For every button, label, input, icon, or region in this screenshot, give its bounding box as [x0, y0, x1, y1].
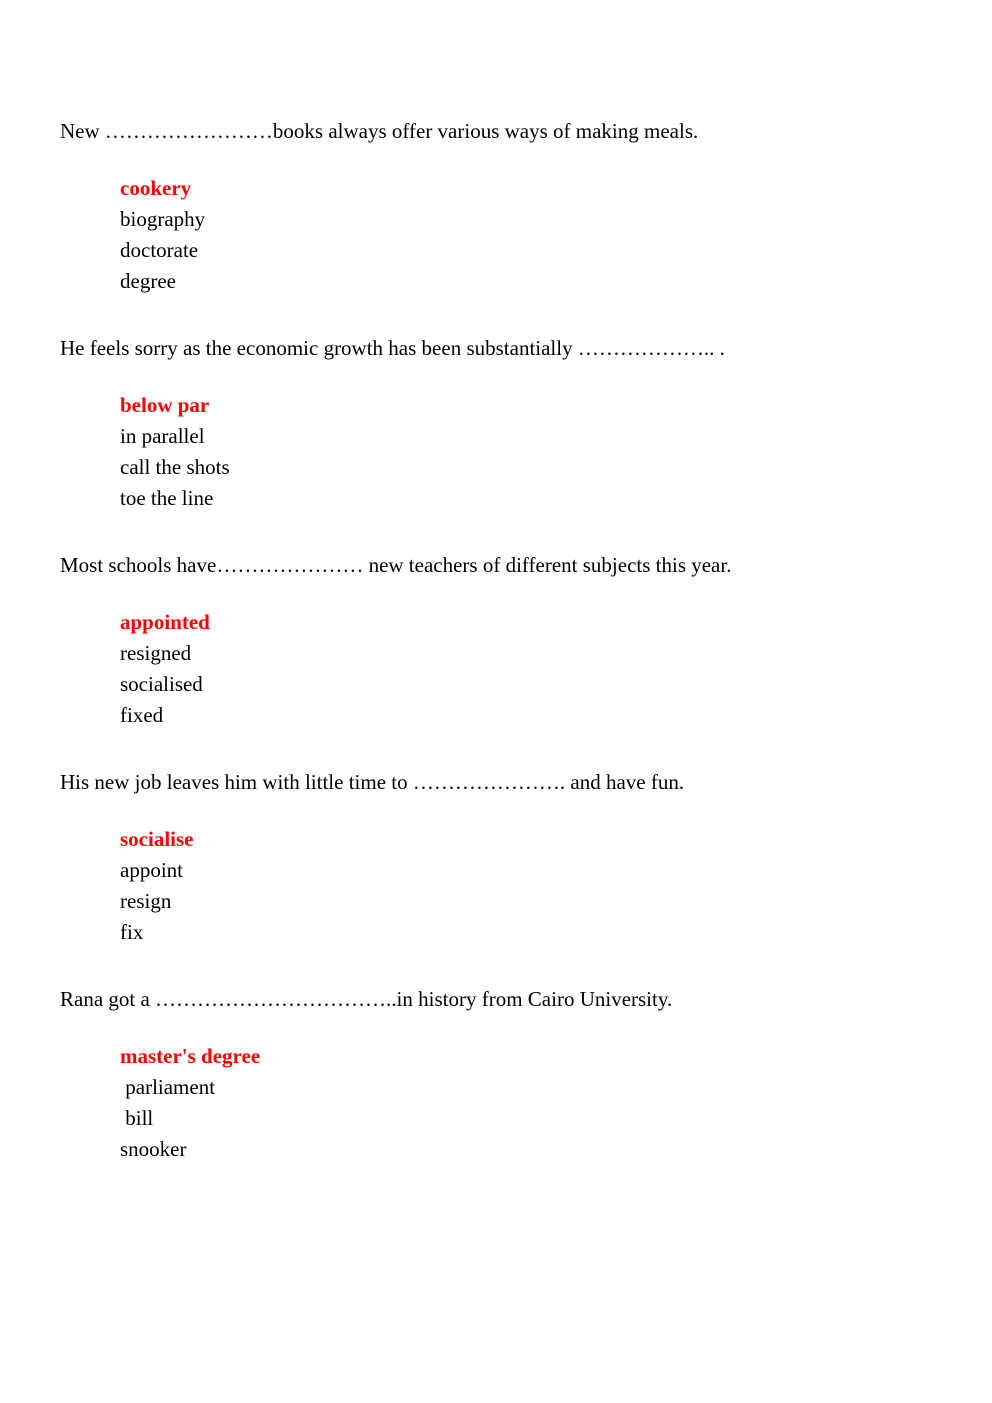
- options-list: [60, 607, 952, 731]
- question-block-3: [60, 551, 952, 731]
- question-block-4: [60, 768, 952, 948]
- question-block-1: [60, 117, 952, 297]
- question-text: His new job leaves him with little time to …………………. and have fun.: [60, 770, 685, 794]
- option-distractor: snooker: [120, 1137, 187, 1161]
- option-distractor: fix: [120, 920, 144, 944]
- options-list: [60, 390, 952, 514]
- option-correct-answer: appointed: [120, 610, 210, 634]
- options-list: [60, 1041, 952, 1165]
- question-text: Rana got a ……………………………..in history from Cairo University.: [60, 987, 673, 1011]
- option-distractor: appoint: [120, 858, 183, 882]
- option-distractor: call the shots: [120, 455, 230, 479]
- question-block-2: [60, 334, 952, 514]
- question-text: Most schools have………………… new teachers of different subjects this year.: [60, 553, 732, 577]
- option-distractor: doctorate: [120, 238, 199, 262]
- option-correct-answer: below par: [120, 393, 210, 417]
- options-list: [60, 173, 952, 297]
- option-correct-answer: master's degree: [120, 1044, 261, 1068]
- options-list: [60, 824, 952, 948]
- option-distractor: degree: [120, 269, 176, 293]
- option-distractor: parliament: [120, 1075, 216, 1099]
- option-distractor: toe the line: [120, 486, 214, 510]
- option-distractor: fixed: [120, 703, 164, 727]
- option-distractor: socialised: [120, 672, 203, 696]
- option-distractor: bill: [120, 1106, 154, 1130]
- question-block-5: [60, 985, 952, 1165]
- option-distractor: resigned: [120, 641, 192, 665]
- option-correct-answer: socialise: [120, 827, 194, 851]
- option-distractor: biography: [120, 207, 206, 231]
- question-text: New ……………………books always offer various ways of making meals.: [60, 119, 699, 143]
- option-distractor: resign: [120, 889, 172, 913]
- option-correct-answer: cookery: [120, 176, 192, 200]
- option-distractor: in parallel: [120, 424, 205, 448]
- question-text: He feels sorry as the economic growth has been substantially ……………….. .: [60, 336, 725, 360]
